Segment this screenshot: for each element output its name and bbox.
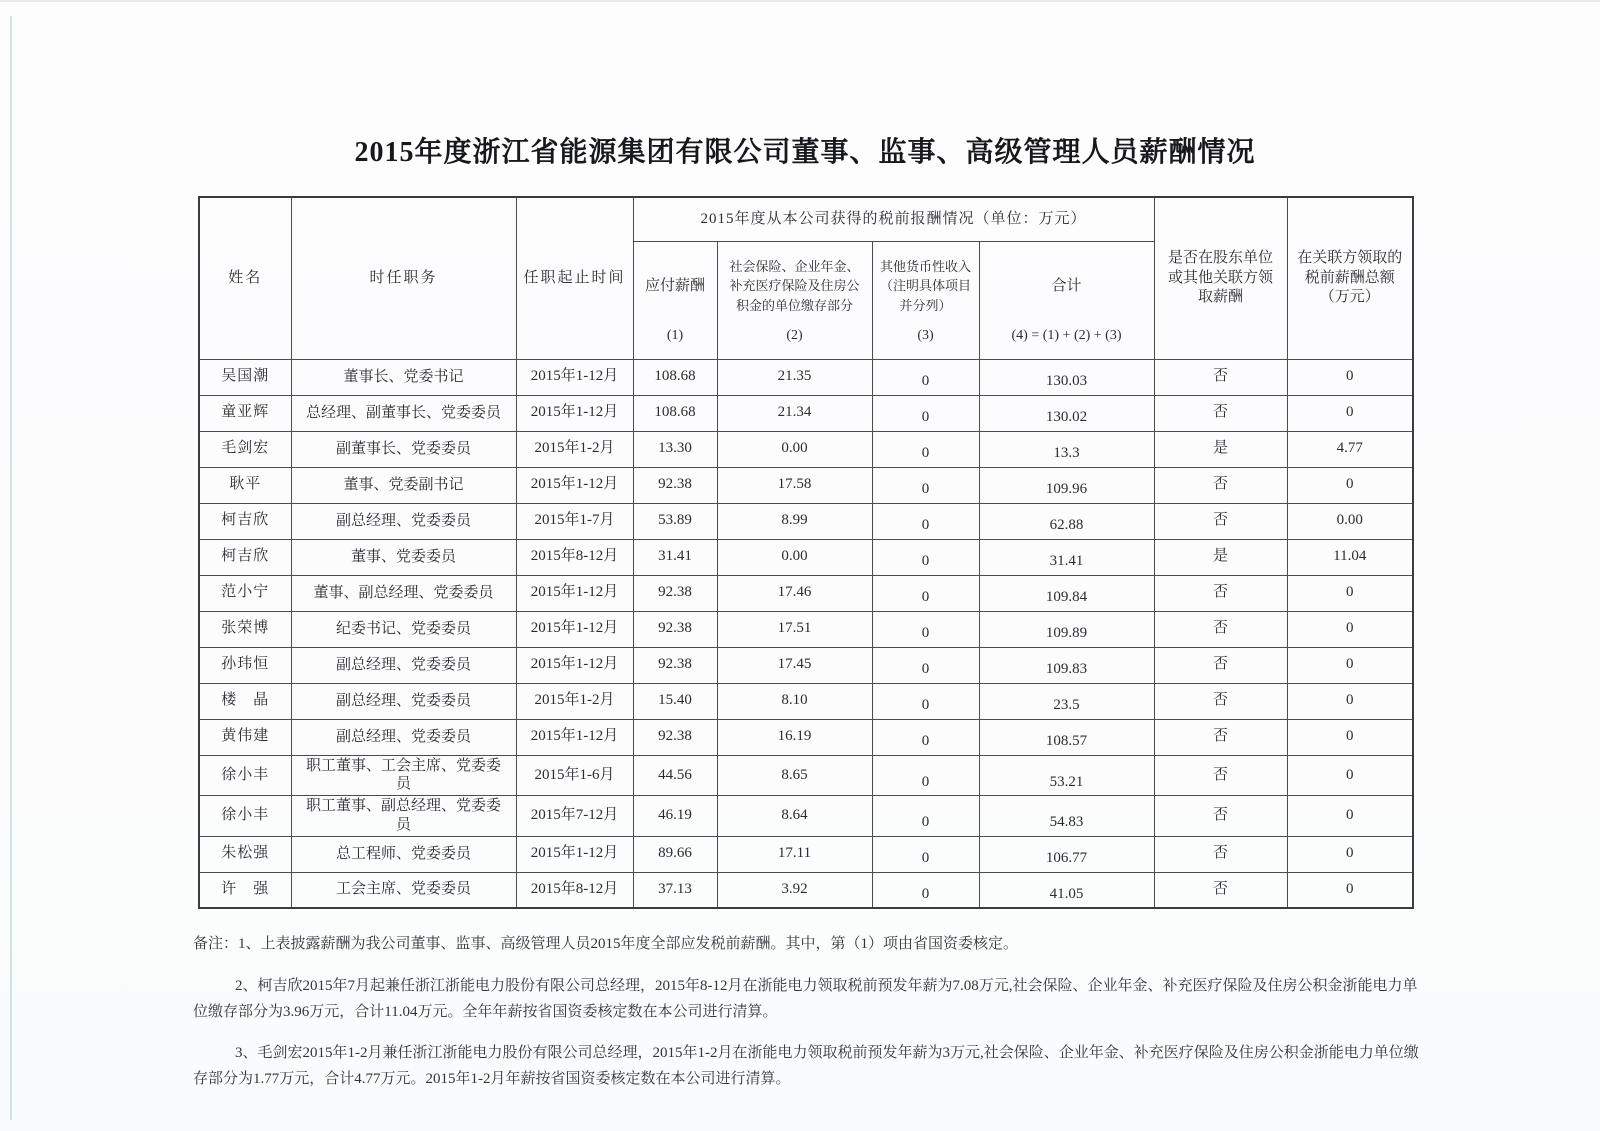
cell-tenure: 2015年1-12月 (516, 395, 633, 431)
cell-tenure: 2015年1-12月 (516, 611, 633, 647)
col-header-other-income (872, 241, 979, 359)
cell-position: 副总经理、党委委员 (291, 647, 516, 683)
cell-total: 109.96 (979, 467, 1154, 503)
cell-related-amount: 0 (1287, 836, 1413, 872)
cell-insurance: 8.65 (717, 755, 872, 796)
table-row (199, 755, 1413, 796)
cell-position: 纪委书记、党委委员 (291, 611, 516, 647)
col-header-name: 姓名 (199, 197, 291, 359)
col-header-compensation-group: 2015年度从本公司获得的税前报酬情况（单位：万元） (633, 197, 1154, 241)
cell-position: 副总经理、党委委员 (291, 503, 516, 539)
cell-other-income: 0 (872, 755, 979, 796)
cell-position: 董事、副总经理、党委委员 (291, 575, 516, 611)
cell-insurance: 16.19 (717, 719, 872, 755)
cell-related-party: 否 (1154, 359, 1287, 395)
cell-tenure: 2015年1-6月 (516, 755, 633, 796)
cell-payable: 92.38 (633, 575, 717, 611)
cell-tenure: 2015年8-12月 (516, 539, 633, 575)
cell-total: 31.41 (979, 539, 1154, 575)
cell-total: 62.88 (979, 503, 1154, 539)
cell-other-income: 0 (872, 503, 979, 539)
cell-name: 黄伟建 (199, 719, 291, 755)
table-row (199, 796, 1413, 837)
cell-related-amount: 0 (1287, 647, 1413, 683)
cell-insurance: 17.46 (717, 575, 872, 611)
cell-related-party: 否 (1154, 836, 1287, 872)
cell-total: 109.89 (979, 611, 1154, 647)
cell-tenure: 2015年1-12月 (516, 719, 633, 755)
cell-related-party: 否 (1154, 683, 1287, 719)
cell-insurance: 0.00 (717, 539, 872, 575)
cell-payable: 53.89 (633, 503, 717, 539)
cell-payable: 92.38 (633, 647, 717, 683)
col-header-payable (633, 241, 717, 359)
cell-insurance: 8.99 (717, 503, 872, 539)
table-row (199, 467, 1413, 503)
cell-other-income: 0 (872, 359, 979, 395)
cell-other-income: 0 (872, 836, 979, 872)
cell-insurance: 8.10 (717, 683, 872, 719)
other-income-number: (3) (917, 328, 934, 343)
cell-payable: 108.68 (633, 395, 717, 431)
cell-total: 108.57 (979, 719, 1154, 755)
cell-insurance: 21.34 (717, 395, 872, 431)
cell-position: 总经理、副董事长、党委委员 (291, 395, 516, 431)
cell-related-amount: 0 (1287, 467, 1413, 503)
cell-other-income: 0 (872, 539, 979, 575)
insurance-number: (2) (786, 328, 803, 343)
cell-related-amount: 11.04 (1287, 539, 1413, 575)
cell-name: 许 强 (199, 872, 291, 908)
page-title: 2015年度浙江省能源集团有限公司董事、监事、高级管理人员薪酬情况 (354, 137, 1256, 168)
cell-payable: 92.38 (633, 467, 717, 503)
cell-related-amount: 0 (1287, 359, 1413, 395)
cell-total: 109.84 (979, 575, 1154, 611)
cell-payable: 92.38 (633, 719, 717, 755)
cell-position: 董事、党委委员 (291, 539, 516, 575)
cell-payable: 31.41 (633, 539, 717, 575)
cell-related-amount: 0 (1287, 575, 1413, 611)
table-row (199, 431, 1413, 467)
cell-insurance: 8.64 (717, 796, 872, 837)
cell-other-income: 0 (872, 575, 979, 611)
cell-name: 吴国潮 (199, 359, 291, 395)
cell-related-party: 否 (1154, 719, 1287, 755)
table-row (199, 395, 1413, 431)
cell-tenure: 2015年1-12月 (516, 359, 633, 395)
table-row (199, 719, 1413, 755)
footnotes (193, 932, 1425, 1109)
cell-insurance: 3.92 (717, 872, 872, 908)
cell-related-amount: 0 (1287, 719, 1413, 755)
total-formula: (4) = (1) + (2) + (3) (1011, 328, 1122, 343)
col-header-related-amount: 在关联方领取的税前薪酬总额（万元） (1287, 197, 1413, 359)
cell-related-party: 否 (1154, 611, 1287, 647)
cell-related-amount: 0 (1287, 796, 1413, 837)
cell-other-income: 0 (872, 395, 979, 431)
cell-other-income: 0 (872, 611, 979, 647)
cell-total: 109.83 (979, 647, 1154, 683)
cell-payable: 44.56 (633, 755, 717, 796)
payable-number: (1) (666, 328, 684, 343)
cell-total: 53.21 (979, 755, 1154, 796)
table-row (199, 539, 1413, 575)
cell-insurance: 17.51 (717, 611, 872, 647)
cell-related-party: 是 (1154, 431, 1287, 467)
cell-name: 徐小丰 (199, 755, 291, 796)
cell-insurance: 0.00 (717, 431, 872, 467)
cell-other-income: 0 (872, 467, 979, 503)
footnote-3: 3、毛剑宏2015年1-2月兼任浙江浙能电力股份有限公司总经理，2015年1-2月在浙能电力领取税前预发年薪为3万元,社会保险、企业年金、补充医疗保险及住房公积金浙能电力单位缴存部分为1.77万元，合计4.77万元。2015年1-2月年薪按省国资委核定数在本公司进行清算。 (193, 1045, 1419, 1088)
cell-name: 范小宁 (199, 575, 291, 611)
cell-insurance: 17.58 (717, 467, 872, 503)
cell-related-amount: 0 (1287, 683, 1413, 719)
cell-name: 楼 晶 (199, 683, 291, 719)
cell-related-party: 否 (1154, 395, 1287, 431)
table-row (199, 836, 1413, 872)
cell-payable: 15.40 (633, 683, 717, 719)
cell-tenure: 2015年1-12月 (516, 575, 633, 611)
table-row (199, 647, 1413, 683)
total-label: 合计 (1051, 277, 1082, 294)
payable-label: 应付薪酬 (644, 277, 705, 294)
cell-position: 董事长、党委书记 (291, 359, 516, 395)
table-row (199, 359, 1413, 395)
insurance-label: 社会保险、企业年金、补充医疗保险及住房公积金的单位缴存部分 (729, 258, 860, 313)
col-header-insurance (717, 241, 872, 359)
cell-related-amount: 0.00 (1287, 503, 1413, 539)
cell-position: 副总经理、党委委员 (291, 719, 516, 755)
col-header-position: 时任职务 (291, 197, 516, 359)
cell-position: 总工程师、党委委员 (291, 836, 516, 872)
cell-payable: 46.19 (633, 796, 717, 837)
cell-tenure: 2015年1-2月 (516, 431, 633, 467)
cell-related-amount: 0 (1287, 755, 1413, 796)
table-row (199, 611, 1413, 647)
cell-name: 朱松强 (199, 836, 291, 872)
table-row (199, 575, 1413, 611)
cell-payable: 13.30 (633, 431, 717, 467)
cell-total: 106.77 (979, 836, 1154, 872)
footnote-1: 备注：1、上表披露薪酬为我公司董事、监事、高级管理人员2015年度全部应发税前薪酬。其中，第（1）项由省国资委核定。 (193, 936, 1019, 952)
cell-tenure: 2015年1-7月 (516, 503, 633, 539)
cell-position: 职工董事、副总经理、党委委员 (291, 796, 516, 837)
cell-payable: 37.13 (633, 872, 717, 908)
cell-other-income: 0 (872, 647, 979, 683)
cell-total: 13.3 (979, 431, 1154, 467)
cell-other-income: 0 (872, 872, 979, 908)
cell-insurance: 17.45 (717, 647, 872, 683)
cell-total: 54.83 (979, 796, 1154, 837)
cell-position: 董事、党委副书记 (291, 467, 516, 503)
table-row (199, 683, 1413, 719)
cell-name: 张荣博 (199, 611, 291, 647)
cell-related-party: 否 (1154, 575, 1287, 611)
cell-related-amount: 4.77 (1287, 431, 1413, 467)
cell-related-party: 否 (1154, 503, 1287, 539)
cell-related-party: 否 (1154, 796, 1287, 837)
cell-total: 130.02 (979, 395, 1154, 431)
cell-name: 徐小丰 (199, 796, 291, 837)
cell-total: 41.05 (979, 872, 1154, 908)
cell-related-amount: 0 (1287, 872, 1413, 908)
cell-related-party: 否 (1154, 647, 1287, 683)
cell-other-income: 0 (872, 719, 979, 755)
cell-tenure: 2015年1-12月 (516, 836, 633, 872)
cell-related-party: 否 (1154, 872, 1287, 908)
cell-tenure: 2015年8-12月 (516, 872, 633, 908)
scan-left-edge-artifact (10, 16, 12, 1120)
cell-name: 童亚辉 (199, 395, 291, 431)
cell-position: 副董事长、党委委员 (291, 431, 516, 467)
cell-related-party: 否 (1154, 755, 1287, 796)
cell-name: 耿平 (199, 467, 291, 503)
cell-name: 柯吉欣 (199, 539, 291, 575)
table-row (199, 503, 1413, 539)
col-header-related-party: 是否在股东单位或其他关联方领取薪酬 (1154, 197, 1287, 359)
col-header-tenure: 任职起止时间 (516, 197, 633, 359)
footnote-2: 2、柯吉欣2015年7月起兼任浙江浙能电力股份有限公司总经理，2015年8-12月在浙能电力领取税前预发年薪为7.08万元,社会保险、企业年金、补充医疗保险及住房公积金浙能电力单位缴存部分为3.96万元，合计11.04万元。全年年薪按省国资委核定数在本公司进行清算。 (193, 977, 1418, 1020)
cell-related-amount: 0 (1287, 395, 1413, 431)
other-income-label: 其他货币性收入（注明具体项目并分列） (879, 258, 971, 313)
cell-other-income: 0 (872, 431, 979, 467)
cell-related-amount: 0 (1287, 611, 1413, 647)
cell-total: 130.03 (979, 359, 1154, 395)
cell-other-income: 0 (872, 796, 979, 837)
cell-other-income: 0 (872, 683, 979, 719)
cell-tenure: 2015年1-12月 (516, 647, 633, 683)
cell-payable: 89.66 (633, 836, 717, 872)
table-row (199, 872, 1413, 908)
cell-tenure: 2015年1-12月 (516, 467, 633, 503)
cell-tenure: 2015年7-12月 (516, 796, 633, 837)
cell-total: 23.5 (979, 683, 1154, 719)
col-header-total (979, 241, 1154, 359)
cell-name: 毛剑宏 (199, 431, 291, 467)
cell-payable: 92.38 (633, 611, 717, 647)
cell-name: 孙玮恒 (199, 647, 291, 683)
cell-related-party: 是 (1154, 539, 1287, 575)
cell-position: 职工董事、工会主席、党委委员 (291, 755, 516, 796)
cell-insurance: 21.35 (717, 359, 872, 395)
salary-table (198, 196, 1414, 909)
cell-related-party: 否 (1154, 467, 1287, 503)
scan-top-edge-artifact (0, 0, 1600, 2)
cell-position: 副总经理、党委委员 (291, 683, 516, 719)
cell-tenure: 2015年1-2月 (516, 683, 633, 719)
cell-name: 柯吉欣 (199, 503, 291, 539)
cell-insurance: 17.11 (717, 836, 872, 872)
cell-position: 工会主席、党委委员 (291, 872, 516, 908)
cell-payable: 108.68 (633, 359, 717, 395)
